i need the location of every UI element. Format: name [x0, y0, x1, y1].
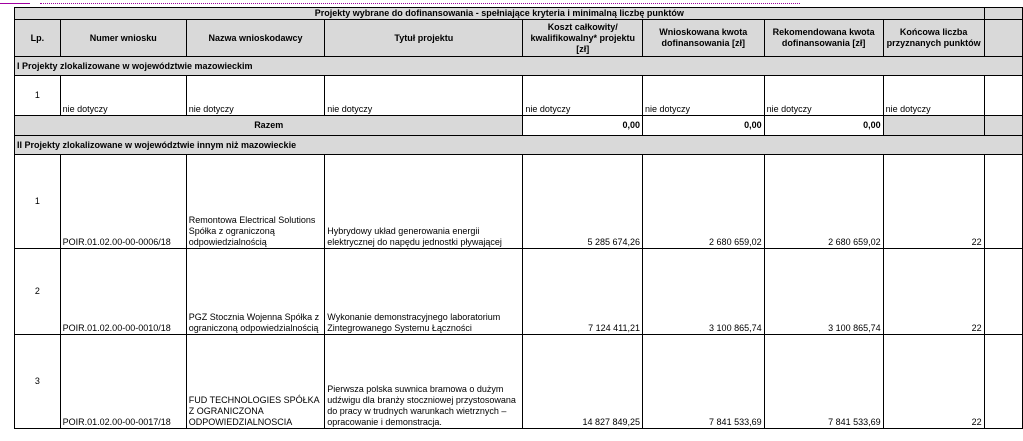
cell-koszt: 5 285 674,26 — [523, 155, 643, 249]
cell-extra — [984, 249, 1022, 335]
cell-koszt: 7 124 411,21 — [523, 249, 643, 335]
cell-numer: POIR.01.02.00-00-0006/18 — [60, 155, 186, 249]
cell-tytul: Wykonanie demonstracyjnego laboratorium Zintegrowanego Systemu Łączności — [325, 249, 523, 335]
cell-wnioskowana: nie dotyczy — [643, 76, 765, 116]
cell-rekomendowana: 3 100 865,74 — [764, 249, 883, 335]
section-title-inne: II Projekty zlokalizowane w województwie innym niż mazowieckie — [15, 136, 1023, 155]
cell-nazwa: PGZ Stocznia Wojenna Spółka z ograniczoną odpowiedzialnością — [186, 249, 325, 335]
extra-cell — [984, 8, 1022, 20]
cell-rekomendowana: 2 680 659,02 — [764, 155, 883, 249]
cell-punkty: 22 — [883, 335, 984, 429]
cropped-link-mark — [0, 0, 30, 4]
table-row — [15, 249, 1023, 335]
header-numer-wniosku: Numer wniosku — [60, 20, 186, 57]
cell-lp: 3 — [15, 335, 61, 429]
razem-blank-extra — [984, 116, 1022, 136]
cell-koszt: nie dotyczy — [523, 76, 643, 116]
cell-numer: POIR.01.02.00-00-0017/18 — [60, 335, 186, 429]
header-koszt: Koszt całkowity/ kwalifikowalny* projektu [zł] — [523, 20, 643, 57]
cell-extra — [984, 76, 1022, 116]
table-row — [15, 76, 1023, 116]
cell-tytul: nie dotyczy — [325, 76, 523, 116]
razem-label: Razem — [15, 116, 523, 136]
razem-blank-punkty — [883, 116, 984, 136]
cell-wnioskowana: 7 841 533,69 — [643, 335, 765, 429]
cell-punkty: 22 — [883, 155, 984, 249]
cropped-dotted-line — [40, 0, 800, 4]
header-lp: Lp. — [15, 20, 61, 57]
cell-lp: 1 — [15, 76, 61, 116]
cell-nazwa: FUD TECHNOLOGIES SPÓŁKA Z OGRANICZONA ODPOWIEDZIALNOSCIA — [186, 335, 325, 429]
cell-lp: 2 — [15, 249, 61, 335]
header-nazwa-wnioskodawcy: Nazwa wnioskodawcy — [186, 20, 325, 57]
razem-koszt: 0,00 — [523, 116, 643, 136]
cell-extra — [984, 335, 1022, 429]
header-tytul-projektu: Tytuł projektu — [325, 20, 523, 57]
table-title: Projekty wybrane do dofinansowania - spełniające kryteria i minimalną liczbę punktów — [15, 8, 985, 20]
razem-wnioskowana: 0,00 — [643, 116, 765, 136]
cell-nazwa: Remontowa Electrical Solutions Spółka z ograniczoną odpowiedzialnością — [186, 155, 325, 249]
table-row — [15, 335, 1023, 429]
table-row — [15, 155, 1023, 249]
cell-nazwa: nie dotyczy — [186, 76, 325, 116]
cell-numer: POIR.01.02.00-00-0010/18 — [60, 249, 186, 335]
cell-rekomendowana: nie dotyczy — [764, 76, 883, 116]
cell-lp: 1 — [15, 155, 61, 249]
cell-tytul: Hybrydowy układ generowania energii elektrycznej do napędu jednostki pływającej — [325, 155, 523, 249]
section-title-mazowieckie: I Projekty zlokalizowane w województwie mazowieckim — [15, 57, 1023, 76]
header-liczba-punktow: Końcowa liczba przyznanych punktów — [883, 20, 984, 57]
cell-wnioskowana: 3 100 865,74 — [643, 249, 765, 335]
cell-extra — [984, 155, 1022, 249]
top-cropped-header-strip — [0, 0, 1023, 7]
cell-tytul: Pierwsza polska suwnica bramowa o dużym udźwigu dla branży stoczniowej przystosowana do pracy w trudnych warunkach wietrznych – opracowanie i demonstracja. — [325, 335, 523, 429]
projects-table — [14, 7, 1023, 429]
header-rekomendowana-kwota: Rekomendowana kwota dofinansowania [zł] — [764, 20, 883, 57]
cell-wnioskowana: 2 680 659,02 — [643, 155, 765, 249]
cell-punkty: nie dotyczy — [883, 76, 984, 116]
cell-numer: nie dotyczy — [60, 76, 186, 116]
razem-row — [15, 116, 1023, 136]
header-wnioskowana-kwota: Wnioskowana kwota dofinansowania [zł] — [643, 20, 765, 57]
cell-punkty: 22 — [883, 249, 984, 335]
cell-rekomendowana: 7 841 533,69 — [764, 335, 883, 429]
razem-rekomendowana: 0,00 — [764, 116, 883, 136]
cell-koszt: 14 827 849,25 — [523, 335, 643, 429]
header-extra — [984, 20, 1022, 57]
